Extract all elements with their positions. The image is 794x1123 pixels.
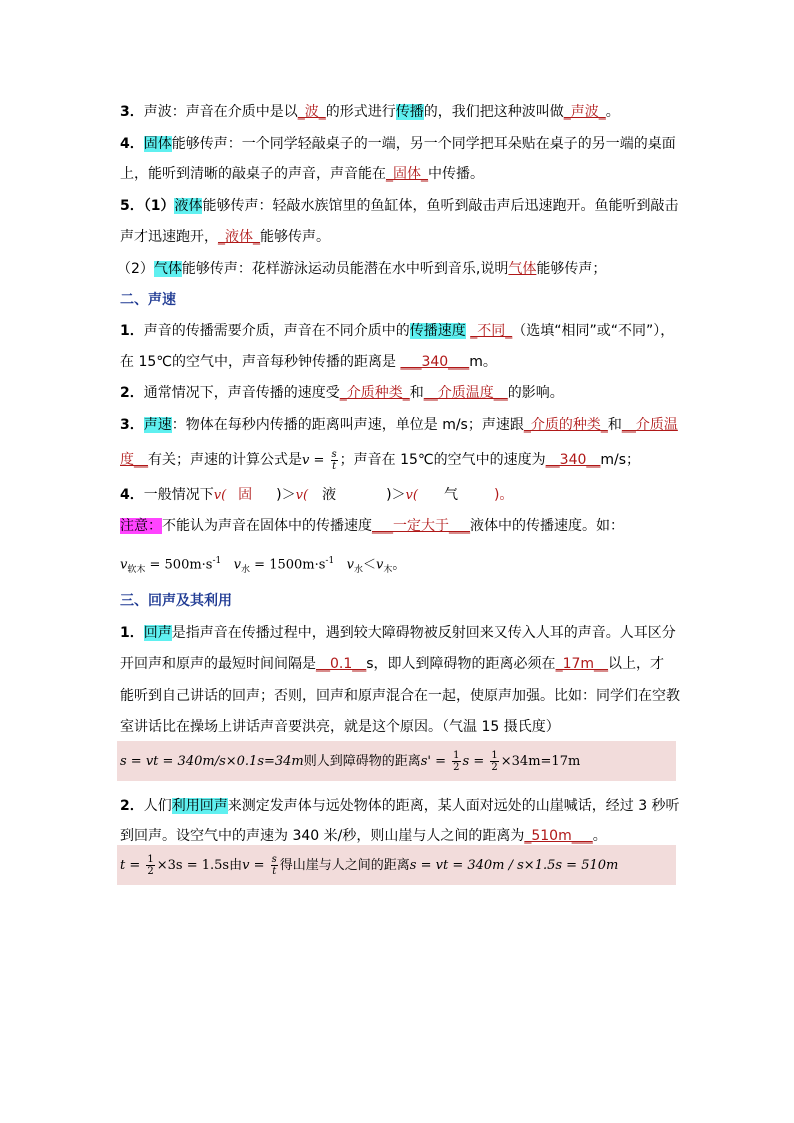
formula: ×34m=17m bbox=[500, 754, 581, 769]
echo-item-1-line-4: 室讲话比在操场上讲话声音要洪亮，就是这个原因。（气温 15 摄氏度） bbox=[120, 719, 560, 735]
item-number: 5．（1） bbox=[120, 198, 175, 214]
denominator: 2 bbox=[453, 762, 460, 773]
formula: v = bbox=[242, 858, 269, 873]
text: 能够传声。 bbox=[260, 229, 330, 245]
answer-blank: __0.1__ bbox=[316, 656, 367, 672]
item-number: 2． bbox=[120, 798, 144, 814]
solution-box-1-content bbox=[120, 750, 580, 773]
medium-gas: 气 bbox=[443, 487, 458, 503]
item-number: 1． bbox=[120, 625, 144, 641]
item-4-line-2 bbox=[120, 164, 484, 184]
fraction bbox=[452, 750, 460, 773]
item-number: 4． bbox=[120, 136, 144, 152]
fraction bbox=[271, 854, 278, 877]
section-heading-sound-speed: 二、声速 bbox=[120, 292, 176, 308]
speed-formula-fraction bbox=[331, 449, 338, 472]
text: 能够传声：花样游泳运动员能潜在水中听到音乐,说明 bbox=[181, 261, 509, 277]
text: 中传播。 bbox=[428, 166, 484, 182]
speed-item-1-line-1 bbox=[120, 321, 674, 341]
fraction bbox=[146, 854, 154, 877]
answer-blank: _介质种类_ bbox=[339, 385, 410, 401]
text: （选填“相同”或“不同”）， bbox=[512, 323, 675, 339]
text: 来测定发声体与远处物体的距离，某人面对远处的山崖喊话，经过 3 秒听 bbox=[227, 798, 680, 814]
text: 以上，才 bbox=[608, 656, 665, 672]
answer-blank: ___一定大于___ bbox=[372, 518, 470, 534]
superscript: -1 bbox=[325, 556, 335, 566]
text: 声音的传播需要介质，声音在不同介质中的 bbox=[143, 323, 410, 339]
subscript: 木 bbox=[383, 564, 393, 575]
speed-symbol: v bbox=[376, 557, 384, 573]
speed-item-3-line-1 bbox=[120, 415, 678, 435]
formula: s = vt = 340m / s×1.5s = 510m bbox=[409, 858, 619, 873]
speed-item-1-line-2 bbox=[120, 352, 497, 372]
text: 。 bbox=[605, 104, 620, 120]
speed-symbol: v bbox=[233, 557, 242, 573]
item-number: 4． bbox=[120, 487, 144, 503]
echo-item-2-line-1 bbox=[120, 796, 680, 816]
text: 的形式进行 bbox=[325, 104, 396, 120]
text: 和 bbox=[409, 385, 424, 401]
text: 则人到障碍物的距离 bbox=[303, 754, 421, 769]
item-number: 1． bbox=[120, 323, 144, 339]
text: 能够传声； bbox=[536, 261, 607, 277]
item-5-line-2 bbox=[120, 227, 330, 247]
text: 。 bbox=[392, 557, 406, 573]
text: 和 bbox=[607, 417, 622, 433]
highlight: 传播 bbox=[395, 104, 424, 120]
highlight: 传播速度 bbox=[409, 323, 466, 339]
subscript: 水 bbox=[241, 564, 251, 575]
formula: s' = bbox=[420, 754, 451, 769]
value: = 500m·s bbox=[145, 557, 213, 573]
answer-blank: _波_ bbox=[297, 104, 326, 120]
text: )＞ bbox=[276, 487, 296, 503]
item-5-line-1 bbox=[120, 196, 678, 216]
text: ：物体在每秒内传播的距离叫声速，单位是 m/s；声速跟 bbox=[171, 417, 524, 433]
text: 不能认为声音在固体中的传播速度 bbox=[162, 518, 372, 534]
value: = 1500m·s bbox=[250, 557, 326, 573]
speed-item-2-line bbox=[120, 383, 564, 403]
numerator: 1 bbox=[453, 750, 460, 761]
numerator: s bbox=[331, 448, 337, 460]
note-line bbox=[120, 516, 624, 536]
echo-item-1-line-2 bbox=[120, 654, 664, 674]
highlight: 利用回声 bbox=[171, 798, 228, 814]
answer-blank: __介质温 bbox=[621, 417, 678, 433]
denominator: t bbox=[272, 866, 277, 877]
answer-blank: 气体 bbox=[508, 261, 537, 277]
text: 能够传声：轻敲水族馆里的鱼缸体，鱼听到敲击声后迅速跑开。鱼能听到敲击 bbox=[202, 198, 679, 214]
text: 一般情况下 bbox=[143, 487, 214, 503]
medium-liquid: 液 bbox=[322, 487, 337, 503]
text: m。 bbox=[469, 354, 497, 370]
speed-symbol: v bbox=[120, 557, 128, 573]
answer-blank: __介质温度__ bbox=[423, 385, 508, 401]
formula: s = bbox=[462, 754, 489, 769]
numerator: 1 bbox=[147, 854, 154, 865]
answer-blank: _不同_ bbox=[470, 323, 513, 339]
relation: ＜ bbox=[362, 557, 376, 573]
item-number: 3． bbox=[120, 104, 144, 120]
text: m/s； bbox=[600, 452, 641, 468]
denominator: t bbox=[332, 460, 337, 472]
note-formula-line bbox=[120, 551, 405, 580]
superscript: -1 bbox=[212, 556, 222, 566]
text: 声波：声音在介质中是以 bbox=[143, 104, 298, 120]
section-heading-echo: 三、回声及其利用 bbox=[120, 593, 232, 609]
numerator: 1 bbox=[491, 750, 498, 761]
highlight: 声速 bbox=[143, 417, 172, 433]
item-number: 2． bbox=[120, 385, 144, 401]
numerator: s bbox=[271, 854, 277, 865]
formula: t = bbox=[120, 858, 145, 873]
denominator: 2 bbox=[147, 866, 154, 877]
fraction bbox=[490, 750, 498, 773]
speed-symbol: v( bbox=[405, 488, 418, 503]
text: 液体中的传播速度。如： bbox=[470, 518, 624, 534]
item-5-2-line bbox=[117, 259, 606, 279]
speed-symbol: v( bbox=[295, 488, 309, 503]
answer-blank: _介质的种类_ bbox=[523, 417, 608, 433]
speed-symbol: v( bbox=[213, 488, 227, 503]
answer-blank: __340__ bbox=[545, 452, 601, 468]
text: 由 bbox=[229, 858, 243, 873]
denominator: 2 bbox=[491, 762, 498, 773]
text: 是指声音在传播过程中，遇到较大障碍物被反射回来又传入人耳的声音。人耳区分 bbox=[171, 625, 676, 641]
text: 有关；声速的计算公式是 bbox=[148, 452, 302, 468]
highlight: 回声 bbox=[143, 625, 172, 641]
echo-item-1-line-1 bbox=[120, 623, 676, 643]
text: 的影响。 bbox=[507, 385, 564, 401]
item-3-line bbox=[120, 102, 620, 122]
answer-blank: _固体_ bbox=[386, 166, 428, 182]
highlight: 液体 bbox=[174, 198, 203, 214]
text: )。 bbox=[493, 487, 514, 503]
formula: ×3s = 1.5s bbox=[156, 858, 230, 873]
text: 开回声和原声的最短时间间隔是 bbox=[120, 656, 316, 672]
item-4-line-1 bbox=[120, 134, 676, 154]
note-highlight: 注意： bbox=[120, 518, 162, 534]
answer-blank: _声波_ bbox=[563, 104, 606, 120]
text: 的，我们把这种波叫做 bbox=[423, 104, 564, 120]
item-number: 3． bbox=[120, 417, 144, 433]
answer-blank: _17m__ bbox=[555, 656, 609, 672]
subscript: 水 bbox=[353, 564, 363, 575]
formula: s = vt = 340m/s×0.1s=34m bbox=[120, 754, 304, 769]
text: 到回声。设空气中的声速为 340 米/秒，则山崖与人之间的距离为 bbox=[120, 828, 525, 844]
text: )＞ bbox=[386, 487, 406, 503]
answer-blank: ___340___ bbox=[400, 354, 470, 370]
text: 上，能听到清晰的敲桌子的声音，声音能在 bbox=[120, 166, 386, 182]
text: ；声音在 15℃的空气中的速度为 bbox=[339, 452, 546, 468]
text: 。 bbox=[592, 828, 607, 844]
echo-item-2-line-2 bbox=[120, 826, 607, 846]
echo-item-1-line-3: 能听到自己讲话的回声；否则，回声和原声混合在一起，使原声加强。比如：同学们在空教 bbox=[120, 688, 680, 704]
formula-symbol: v bbox=[302, 453, 310, 468]
item-number: （2） bbox=[117, 261, 154, 277]
speed-symbol: v bbox=[346, 557, 354, 573]
formula-symbol: = bbox=[309, 453, 329, 468]
text: 通常情况下，声音传播的速度受 bbox=[143, 385, 340, 401]
text: 能够传声：一个同学轻敲桌子的一端，另一个同学把耳朵贴在桌子的另一端的桌面 bbox=[171, 136, 676, 152]
answer-blank: _510m___ bbox=[524, 828, 593, 844]
highlight: 固体 bbox=[143, 136, 172, 152]
speed-item-4-line bbox=[120, 485, 513, 506]
text: 在 15℃的空气中，声音每秒钟传播的距离是 bbox=[120, 354, 396, 370]
solution-box-2-content bbox=[120, 854, 618, 877]
text: 人们 bbox=[143, 798, 172, 814]
text: 声才迅速跑开， bbox=[120, 229, 218, 245]
subscript: 软木 bbox=[127, 564, 146, 575]
answer-blank: 度__ bbox=[120, 452, 148, 468]
text: 得山崖与人之间的距离 bbox=[279, 858, 410, 873]
highlight: 气体 bbox=[153, 261, 182, 277]
answer-blank: _液体_ bbox=[218, 229, 260, 245]
medium-solid: 固 bbox=[238, 487, 253, 503]
speed-item-3-line-2 bbox=[120, 447, 640, 474]
text: s，即人到障碍物的距离必须在 bbox=[366, 656, 556, 672]
